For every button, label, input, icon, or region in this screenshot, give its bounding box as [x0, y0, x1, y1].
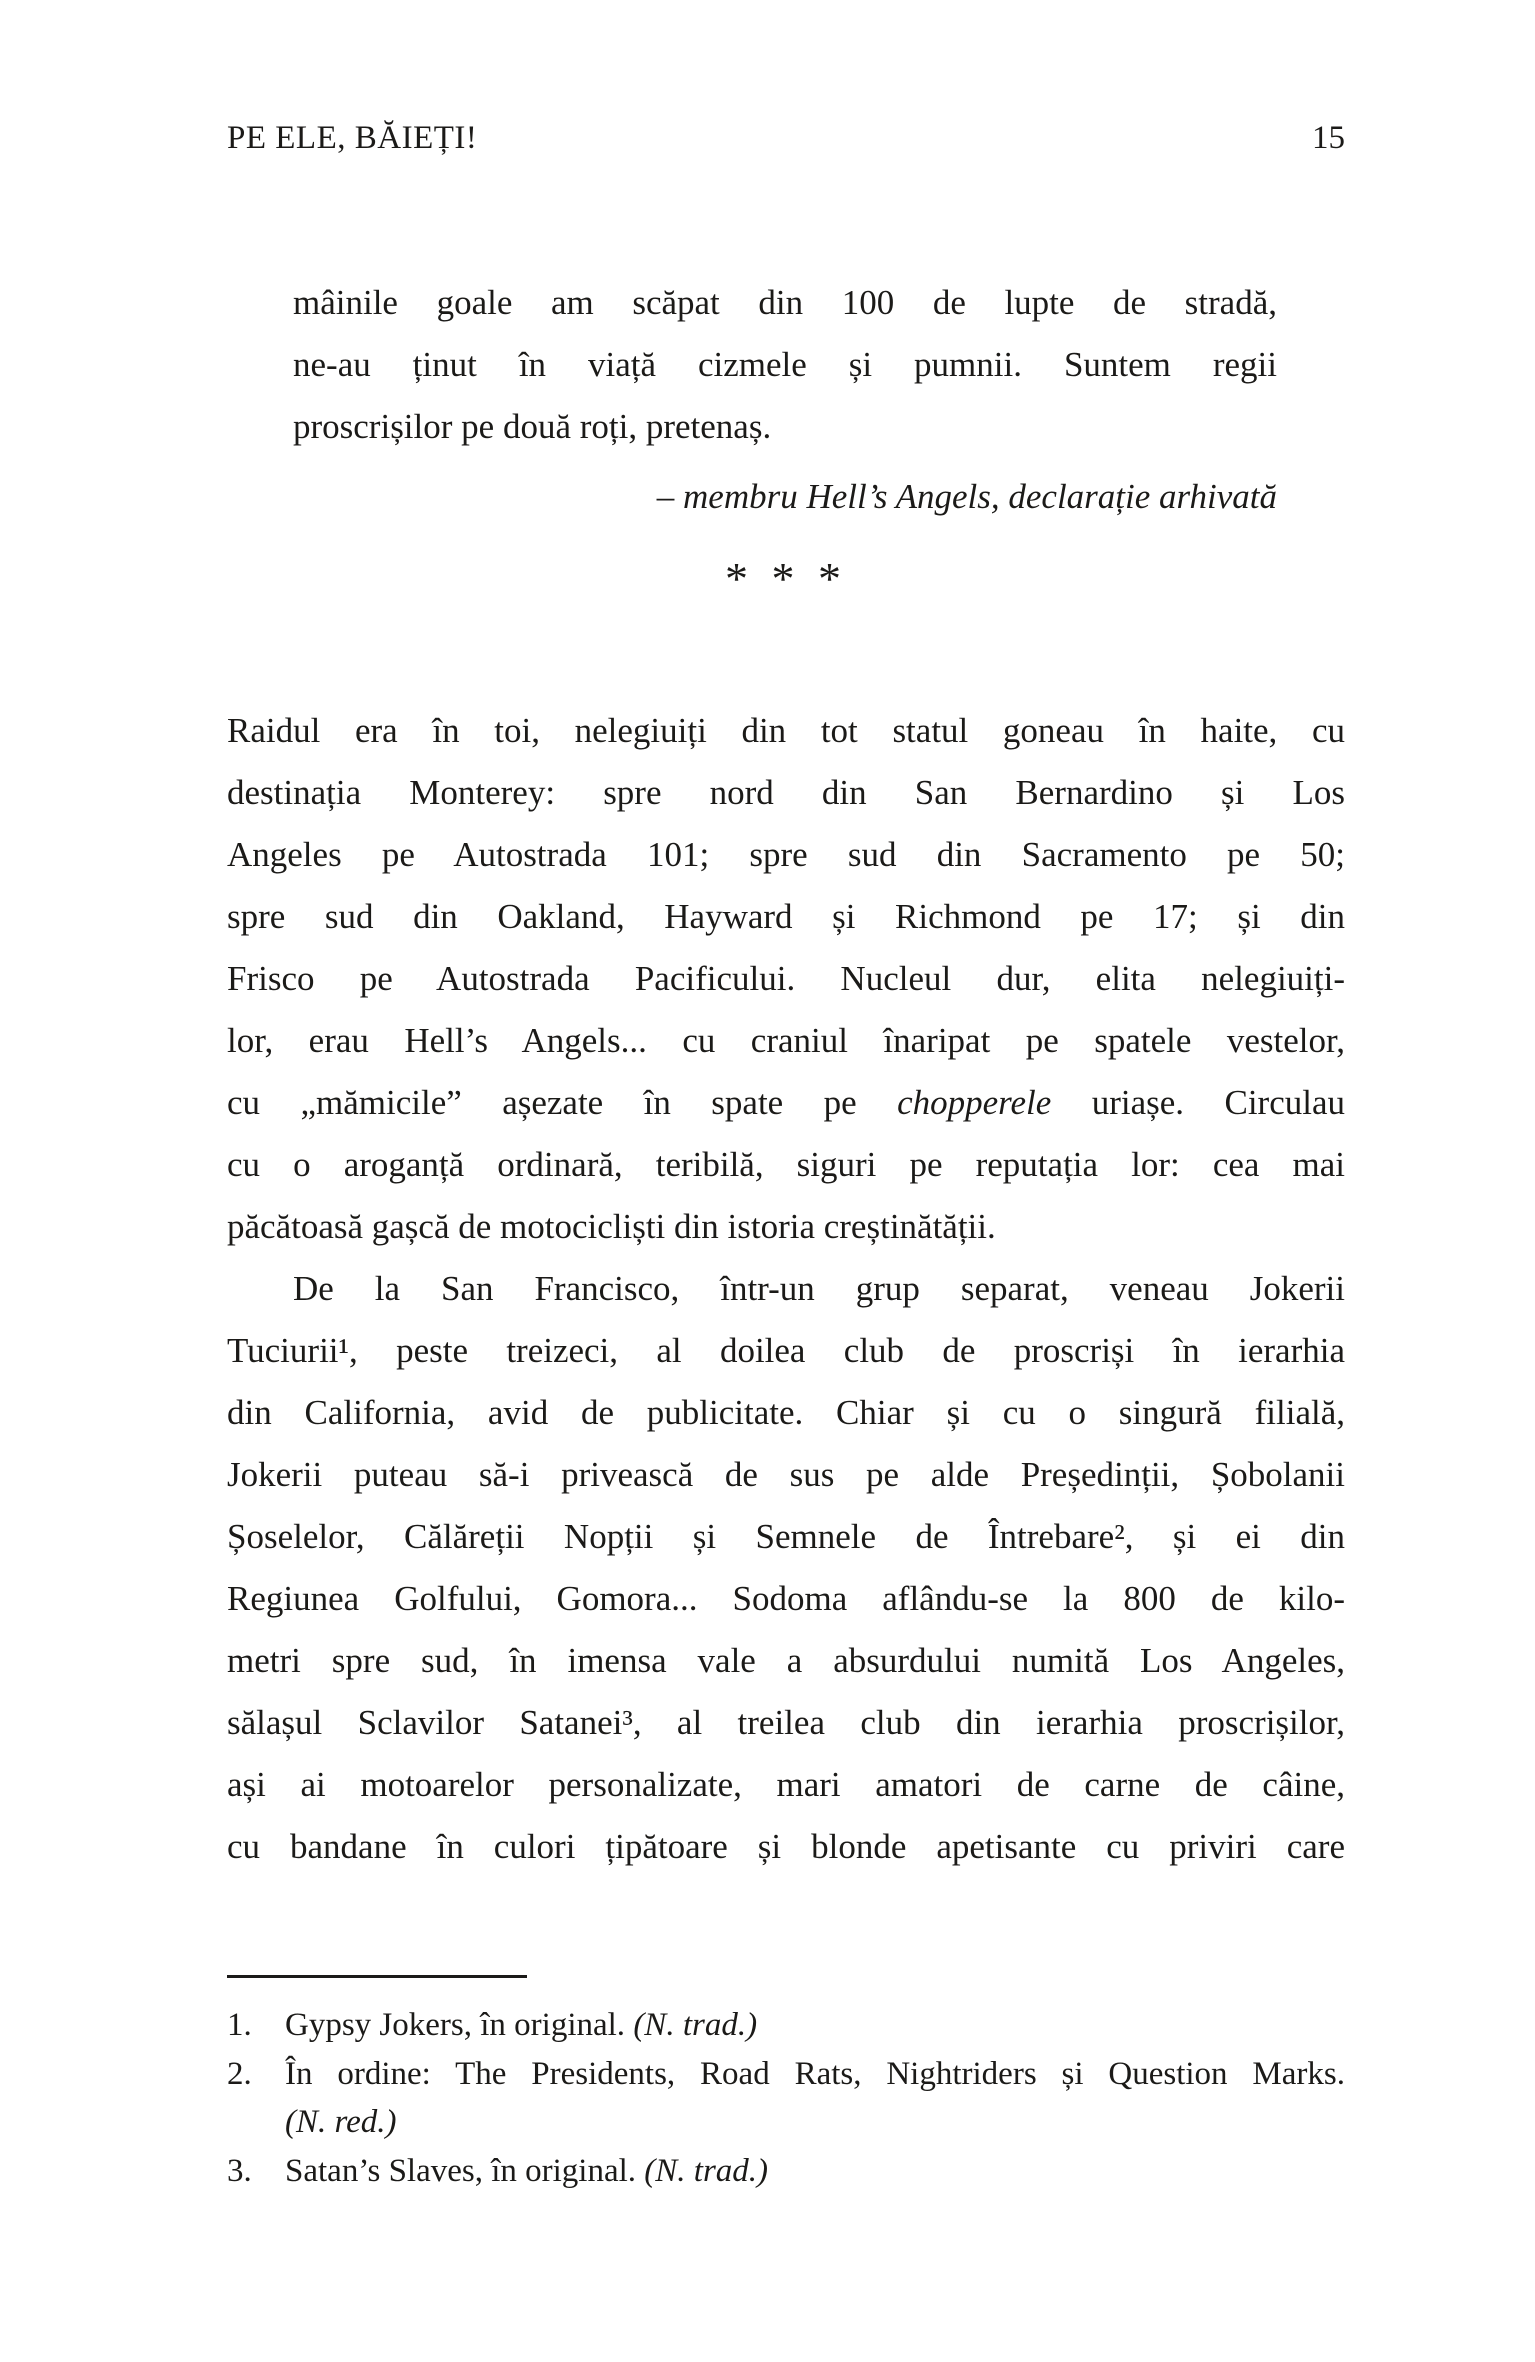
body-line: destinația Monterey: spre nord din San Bernardino și Los — [227, 773, 1345, 812]
body-line: lor, erau Hell’s Angels... cu craniul înaripat pe spatele vestelor, — [227, 1021, 1345, 1060]
running-header — [227, 118, 1345, 158]
footnote-text: Satan’s Slaves, în original. (N. trad.) — [285, 2152, 769, 2189]
body-line: cu „mămicile” așezate în spate pe chopperele uriașe. Circulau — [227, 1083, 1345, 1122]
body-text — [227, 700, 1345, 1878]
epigraph-line-2: ne-au ținut în viață cizmele și pumnii. Suntem regii — [293, 345, 1277, 384]
body-line: metri spre sud, în imensa vale a absurdului numită Los Angeles, — [227, 1641, 1345, 1680]
footnote-rule — [227, 1975, 527, 1978]
body-line: cu bandane în culori țipătoare și blonde apetisante cu priviri care — [227, 1827, 1345, 1866]
body-line: Frisco pe Autostrada Pacificului. Nucleul dur, elita nelegiuiți- — [227, 959, 1345, 998]
epigraph-line-3: proscrișilor pe două roți, pretenaș. — [293, 407, 772, 446]
body-line: De la San Francisco, într-un grup separat, veneau Jokerii — [293, 1269, 1345, 1308]
section-separator-asterisks: * * * — [725, 553, 847, 604]
body-line: din California, avid de publicitate. Chiar și cu o singură filială, — [227, 1393, 1345, 1432]
body-line: Raidul era în toi, nelegiuiți din tot statul goneau în haite, cu — [227, 711, 1345, 750]
footnote-text: În ordine: The Presidents, Road Rats, Nightriders și Question Marks. — [285, 2055, 1345, 2092]
footnote-number: 3. — [227, 2152, 252, 2189]
body-line: ași ai motoarelor personalizate, mari amatori de carne de câine, — [227, 1765, 1345, 1804]
paragraph-2 — [227, 1258, 1345, 1878]
footnote-number: 1. — [227, 2007, 252, 2043]
footnote-text: Gypsy Jokers, în original. (N. trad.) — [285, 2007, 758, 2043]
body-line: Regiunea Golfului, Gomora... Sodoma aflându-se la 800 de kilo- — [227, 1579, 1345, 1618]
body-line: Jokerii puteau să-i privească de sus pe alde Președinții, Șobolanii — [227, 1455, 1345, 1494]
body-line: spre sud din Oakland, Hayward și Richmond pe 17; și din — [227, 897, 1345, 936]
body-line: sălașul Sclavilor Satanei³, al treilea club din ierarhia proscrișilor, — [227, 1703, 1345, 1742]
body-line: Șoselelor, Călăreții Nopții și Semnele de Întrebare², și ei din — [227, 1517, 1345, 1556]
footnote-2 — [227, 2050, 1345, 2147]
running-title: PE ELE, BĂIEȚI! — [227, 120, 478, 156]
footnote-1 — [227, 2001, 1345, 2050]
body-line: Angeles pe Autostrada 101; spre sud din Sacramento pe 50; — [227, 835, 1345, 874]
epigraph-quote — [293, 272, 1277, 458]
epigraph-line-1: mâinile goale am scăpat din 100 de lupte de stradă, — [293, 283, 1277, 322]
footnotes — [227, 2001, 1345, 2195]
page-number: 15 — [1312, 120, 1345, 156]
body-line: Tuciurii¹, peste treizeci, al doilea club de proscriși în ierarhia — [227, 1331, 1345, 1370]
body-line: cu o aroganță ordinară, teribilă, siguri pe reputația lor: cea mai — [227, 1145, 1345, 1184]
footnote-3 — [227, 2147, 1345, 2196]
paragraph-1 — [227, 700, 1345, 1258]
footnote-text-continued: (N. red.) — [285, 2104, 397, 2140]
body-line: păcătoasă gașcă de motocicliști din istoria creștinătății. — [227, 1207, 996, 1246]
epigraph-attribution: – membru Hell’s Angels, declarație arhivată — [656, 477, 1277, 516]
footnote-number: 2. — [227, 2055, 252, 2092]
